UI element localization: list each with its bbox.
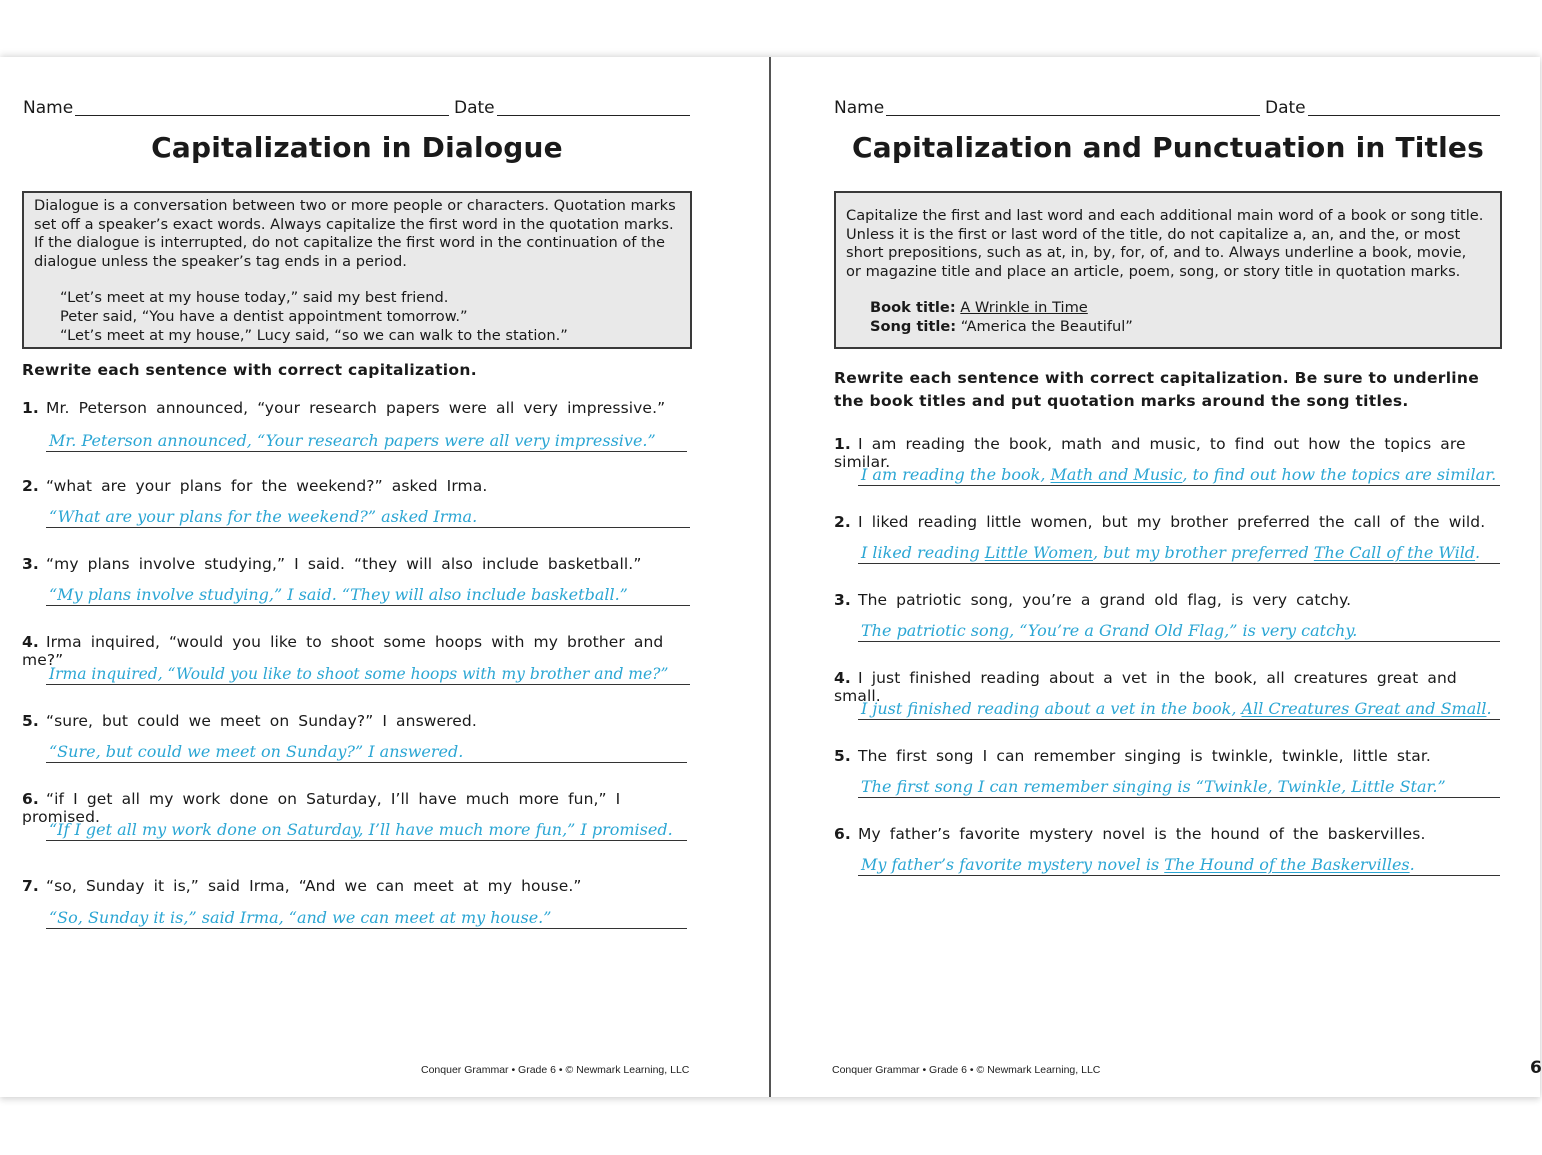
answer-line[interactable] (858, 611, 1500, 642)
example-line: Peter said, “You have a dentist appointment tomorrow.” (60, 307, 468, 325)
example-line: “Let’s meet at my house today,” said my best friend. (60, 289, 449, 307)
page-title: Capitalization in Dialogue (151, 131, 563, 164)
question-item: 3. The patriotic song, you’re a grand old flag, is very catchy. (834, 591, 1352, 609)
answer-line[interactable] (858, 455, 1500, 486)
rule-line: dialogue unless the speaker’s tag ends in a period. (34, 252, 407, 270)
question-item: 6. My father’s favorite mystery novel is the hound of the baskervilles. (834, 825, 1426, 843)
question-item: 5. “sure, but could we meet on Sunday?” I answered. (22, 712, 477, 730)
name-label: Name (834, 98, 885, 118)
left-page (22, 57, 692, 1097)
name-date-row (834, 98, 1502, 122)
page-gutter (769, 57, 771, 1097)
handwritten-answer: The first song I can remember singing is “Twinkle, Twinkle, Little Star.” (861, 777, 1446, 796)
name-date-row (22, 98, 692, 122)
handwritten-answer: I liked reading Little Women, but my brother preferred The Call of the Wild. (861, 543, 1481, 562)
instruction: Rewrite each sentence with correct capitalization. (22, 361, 477, 379)
answer-line[interactable] (46, 497, 690, 528)
handwritten-answer: “What are your plans for the weekend?” asked Irma. (49, 507, 478, 526)
rule-line: Dialogue is a conversation between two or more people or characters. Quotation marks (34, 197, 676, 214)
handwritten-answer: Mr. Peterson announced, “Your research papers were all very impressive.” (49, 431, 656, 450)
question-item: 7. “so, Sunday it is,” said Irma, “And we can meet at my house.” (22, 877, 582, 895)
handwritten-answer: “Sure, but could we meet on Sunday?” I answered. (49, 742, 464, 761)
book-example: Book title: A Wrinkle in Time (870, 299, 1088, 317)
instruction: Rewrite each sentence with correct capitalization. Be sure to underline the book titles and put quotation marks around the song titles. (834, 369, 1480, 410)
question-item: 3. “my plans involve studying,” I said. “they will also include basketball.” (22, 555, 642, 573)
name-field[interactable] (886, 115, 1260, 116)
rule-box (834, 191, 1502, 349)
page-title: Capitalization and Punctuation in Titles (852, 131, 1484, 164)
handwritten-answer: “So, Sunday it is,” said Irma, “and we can meet at my house.” (49, 908, 552, 927)
answer-line[interactable] (46, 421, 687, 452)
rule-line: or magazine title and place an article, poem, song, or story title in quotation marks. (846, 262, 1461, 280)
question-item: 4. I just finished reading about a vet in the book, all creatures great and small. (834, 669, 1457, 705)
answer-line[interactable] (858, 533, 1500, 564)
right-page (834, 57, 1502, 1097)
footer-credit: Conquer Grammar • Grade 6 • © Newmark Learning, LLC (421, 1064, 690, 1076)
answer-line[interactable] (46, 898, 687, 929)
handwritten-answer: “My plans involve studying,” I said. “They will also include basketball.” (49, 585, 628, 604)
question-item: 1. Mr. Peterson announced, “your research papers were all very impressive.” (22, 399, 666, 417)
answer-line[interactable] (46, 575, 690, 606)
handwritten-answer: Irma inquired, “Would you like to shoot some hoops with my brother and me?” (49, 665, 669, 683)
question-item: 2. I liked reading little women, but my brother preferred the call of the wild. (834, 513, 1486, 531)
question-item: 2. “what are your plans for the weekend?” asked Irma. (22, 477, 488, 495)
answer-line[interactable] (46, 810, 687, 841)
date-field[interactable] (1308, 115, 1500, 116)
date-field[interactable] (497, 115, 690, 116)
footer-credit: Conquer Grammar • Grade 6 • © Newmark Learning, LLC (832, 1064, 1101, 1076)
handwritten-answer: The patriotic song, “You’re a Grand Old Flag,” is very catchy. (861, 621, 1358, 640)
question-item: 6. “if I get all my work done on Saturday, I’ll have much more fun,” I promised. (22, 790, 621, 826)
page-number: 6 (1530, 1058, 1542, 1078)
song-example: Song title: “America the Beautiful” (870, 317, 1133, 335)
handwritten-answer: My father’s favorite mystery novel is The Hound of the Baskervilles. (861, 855, 1415, 874)
answer-line[interactable] (858, 689, 1500, 720)
question-item: 1. I am reading the book, math and music, to find out how the topics are similar. (834, 435, 1466, 471)
handwritten-answer: “If I get all my work done on Saturday, I’ll have much more fun,” I promised. (49, 820, 673, 839)
rule-line: Unless it is the first or last word of the title, do not capitalize a, an, and the, or most (846, 225, 1461, 243)
handwritten-answer: I am reading the book, Math and Music, to find out how the topics are similar. (861, 465, 1497, 484)
name-field[interactable] (75, 115, 449, 116)
rule-line: set off a speaker’s exact words. Always capitalize the first word in the quotation marks. (34, 215, 674, 233)
answer-line[interactable] (858, 845, 1500, 876)
handwritten-answer: I just finished reading about a vet in the book, All Creatures Great and Small. (861, 699, 1492, 718)
rule-line: Capitalize the first and last word and each additional main word of a book or song title. (846, 207, 1484, 224)
date-label: Date (1265, 98, 1306, 118)
question-item: 4. Irma inquired, “would you like to shoot some hoops with my brother and me?” (22, 633, 664, 669)
example-line: “Let’s meet at my house,” Lucy said, “so we can walk to the station.” (60, 326, 568, 344)
rule-line: short prepositions, such as at, in, by, for, of, and to. Always underline a book, movie, (846, 244, 1467, 262)
answer-line[interactable] (46, 654, 690, 685)
name-label: Name (23, 98, 74, 118)
question-item: 5. The first song I can remember singing is twinkle, twinkle, little star. (834, 747, 1431, 765)
rule-line: If the dialogue is interrupted, do not capitalize the first word in the continuation of the (34, 234, 666, 252)
answer-line[interactable] (46, 732, 687, 763)
answer-line[interactable] (858, 767, 1500, 798)
date-label: Date (454, 98, 495, 118)
rule-box (22, 191, 692, 349)
